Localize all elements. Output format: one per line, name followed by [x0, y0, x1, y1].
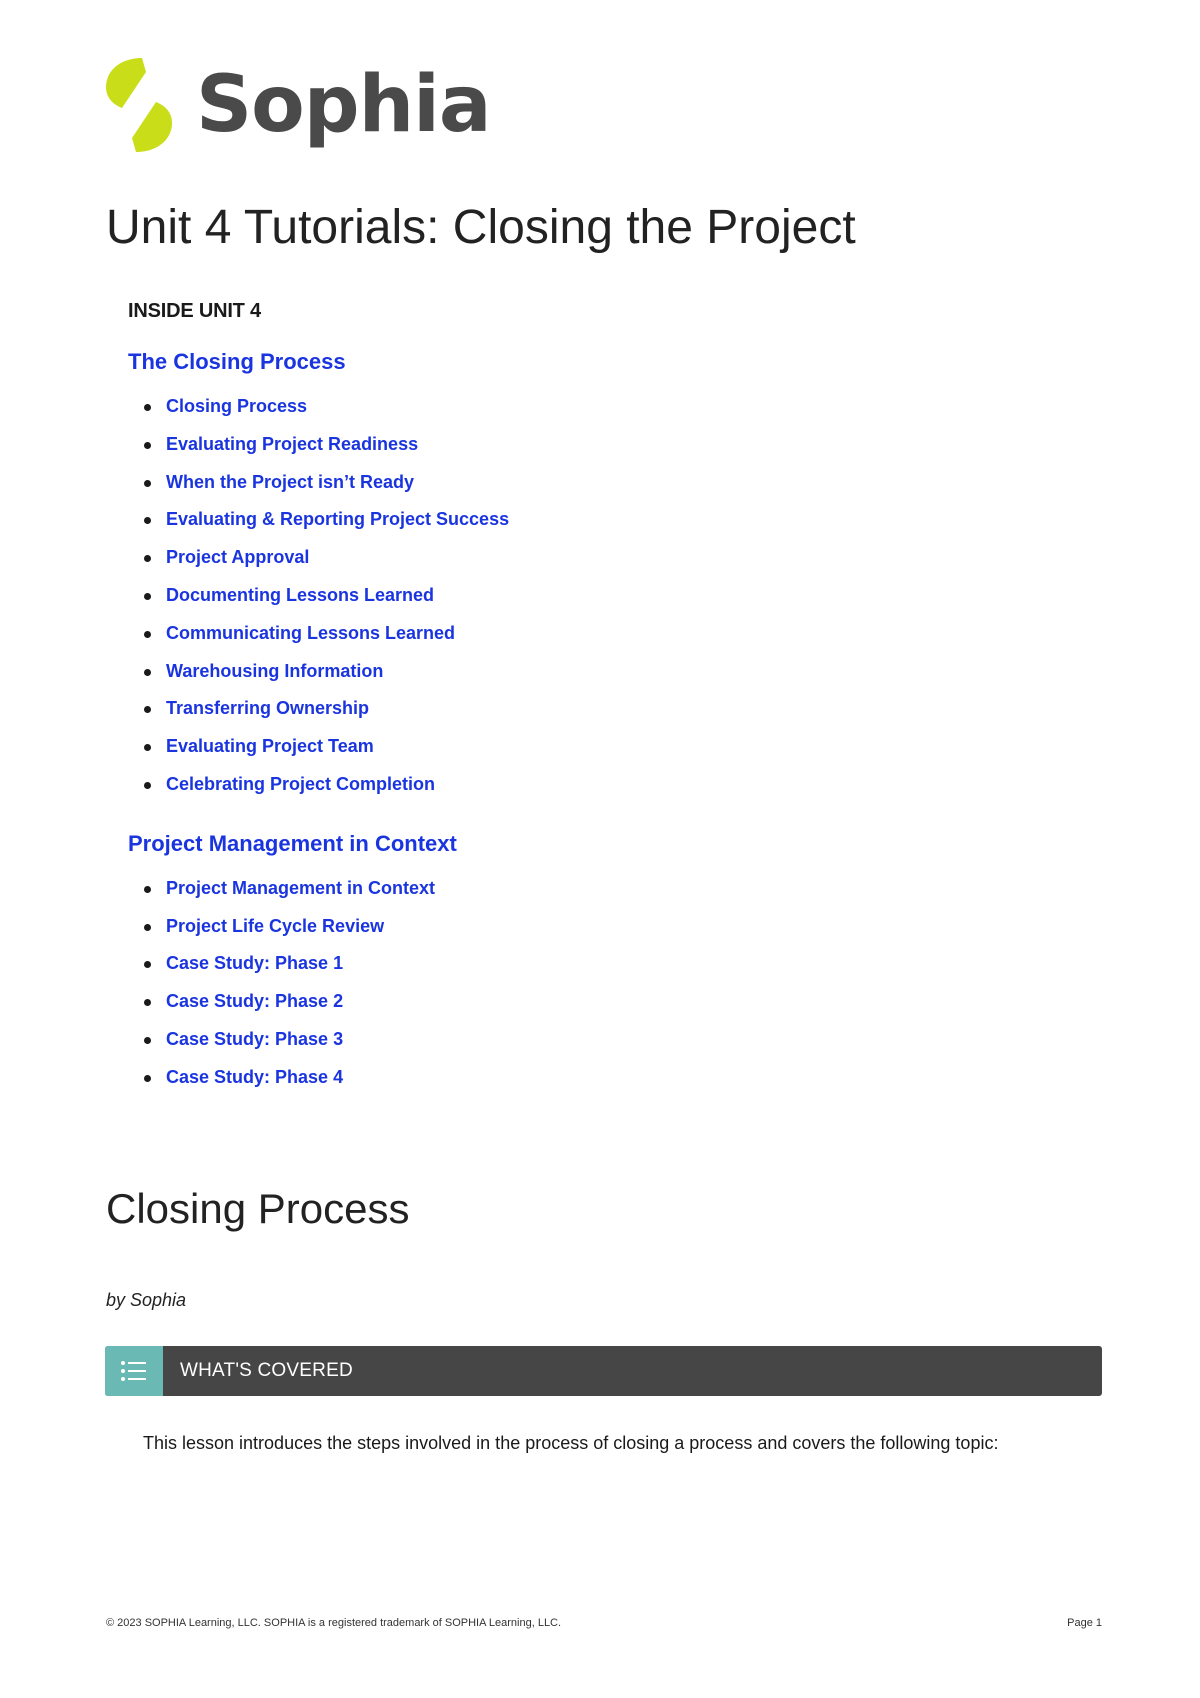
- bullet-icon: [144, 631, 151, 638]
- bullet-icon: [144, 924, 151, 931]
- toc-list-item: [128, 877, 1028, 915]
- toc-list-item: [128, 1066, 1028, 1104]
- bullet-icon: [144, 886, 151, 893]
- bullet-icon: [144, 593, 151, 600]
- toc-list-item: [128, 471, 1028, 509]
- toc-list-item: [128, 1028, 1028, 1066]
- toc-link[interactable]: Warehousing Information: [166, 660, 384, 681]
- toc-link[interactable]: Communicating Lessons Learned: [166, 622, 456, 643]
- document-title: Unit 4 Tutorials: Closing the Project: [106, 201, 856, 254]
- bullet-icon: [144, 782, 151, 789]
- toc-list-item: [128, 660, 1028, 698]
- bullet-icon: [144, 706, 151, 713]
- bullet-icon: [144, 669, 151, 676]
- whats-covered-banner: [105, 1346, 1102, 1396]
- toc-link[interactable]: Case Study: Phase 2: [166, 991, 344, 1012]
- toc-list-item: [128, 584, 1028, 622]
- toc-link[interactable]: Transferring Ownership: [166, 698, 370, 719]
- toc-section-list: [128, 395, 1028, 811]
- bullet-icon: [144, 517, 151, 524]
- bullet-icon: [144, 1075, 151, 1082]
- toc-link[interactable]: Evaluating & Reporting Project Success: [166, 509, 510, 530]
- whats-covered-label: WHAT'S COVERED: [180, 1360, 353, 1381]
- toc-link[interactable]: Closing Process: [166, 396, 308, 416]
- intro-paragraph: This lesson introduces the steps involved in the process of closing a process and covers the following topic:: [143, 1433, 999, 1453]
- list-icon: [105, 1346, 163, 1396]
- toc-list-item: [128, 508, 1028, 546]
- toc-link[interactable]: Case Study: Phase 3: [166, 1028, 344, 1049]
- toc-list-item: [128, 915, 1028, 953]
- toc-section-heading[interactable]: Project Management in Context: [128, 830, 457, 856]
- toc-heading: INSIDE UNIT 4: [128, 300, 261, 322]
- toc-list-item: [128, 697, 1028, 735]
- toc-link[interactable]: Project Management in Context: [166, 877, 436, 898]
- toc-link[interactable]: Case Study: Phase 1: [166, 953, 344, 974]
- sophia-logo: [104, 56, 491, 154]
- bullet-icon: [144, 961, 151, 968]
- toc-list-item: [128, 546, 1028, 584]
- sophia-logo-icon: [104, 56, 174, 154]
- toc-link[interactable]: Project Life Cycle Review: [166, 915, 385, 936]
- footer-copyright: © 2023 SOPHIA Learning, LLC. SOPHIA is a registered trademark of SOPHIA Learning, LLC.: [106, 1617, 562, 1629]
- toc-section-heading[interactable]: The Closing Process: [128, 349, 346, 374]
- toc-section-list: [128, 877, 1028, 1104]
- toc-link[interactable]: Project Approval: [166, 547, 310, 568]
- toc-list-item: [128, 773, 1028, 811]
- lesson-title: Closing Process: [106, 1185, 410, 1232]
- toc-list-item: [128, 395, 1028, 433]
- toc-link[interactable]: When the Project isn’t Ready: [166, 471, 415, 492]
- toc-link[interactable]: Evaluating Project Team: [166, 736, 374, 757]
- toc-list-item: [128, 990, 1028, 1028]
- toc-list-item: [128, 735, 1028, 773]
- toc-list-item: [128, 952, 1028, 990]
- bullet-icon: [144, 555, 151, 562]
- bullet-icon: [144, 442, 151, 449]
- toc-list-item: [128, 433, 1028, 471]
- bullet-icon: [144, 404, 151, 411]
- sophia-wordmark: Sophia: [196, 60, 491, 150]
- byline: by Sophia: [106, 1290, 187, 1310]
- toc-list-item: [128, 622, 1028, 660]
- bullet-icon: [144, 480, 151, 487]
- toc-link[interactable]: Case Study: Phase 4: [166, 1066, 344, 1087]
- toc-link[interactable]: Evaluating Project Readiness: [166, 433, 419, 454]
- bullet-icon: [144, 1037, 151, 1044]
- footer-page-number: Page 1: [1067, 1617, 1102, 1629]
- table-of-contents: [128, 300, 1028, 1104]
- bullet-icon: [144, 999, 151, 1006]
- bullet-icon: [144, 744, 151, 751]
- toc-link[interactable]: Documenting Lessons Learned: [166, 584, 435, 605]
- toc-link[interactable]: Celebrating Project Completion: [166, 773, 436, 794]
